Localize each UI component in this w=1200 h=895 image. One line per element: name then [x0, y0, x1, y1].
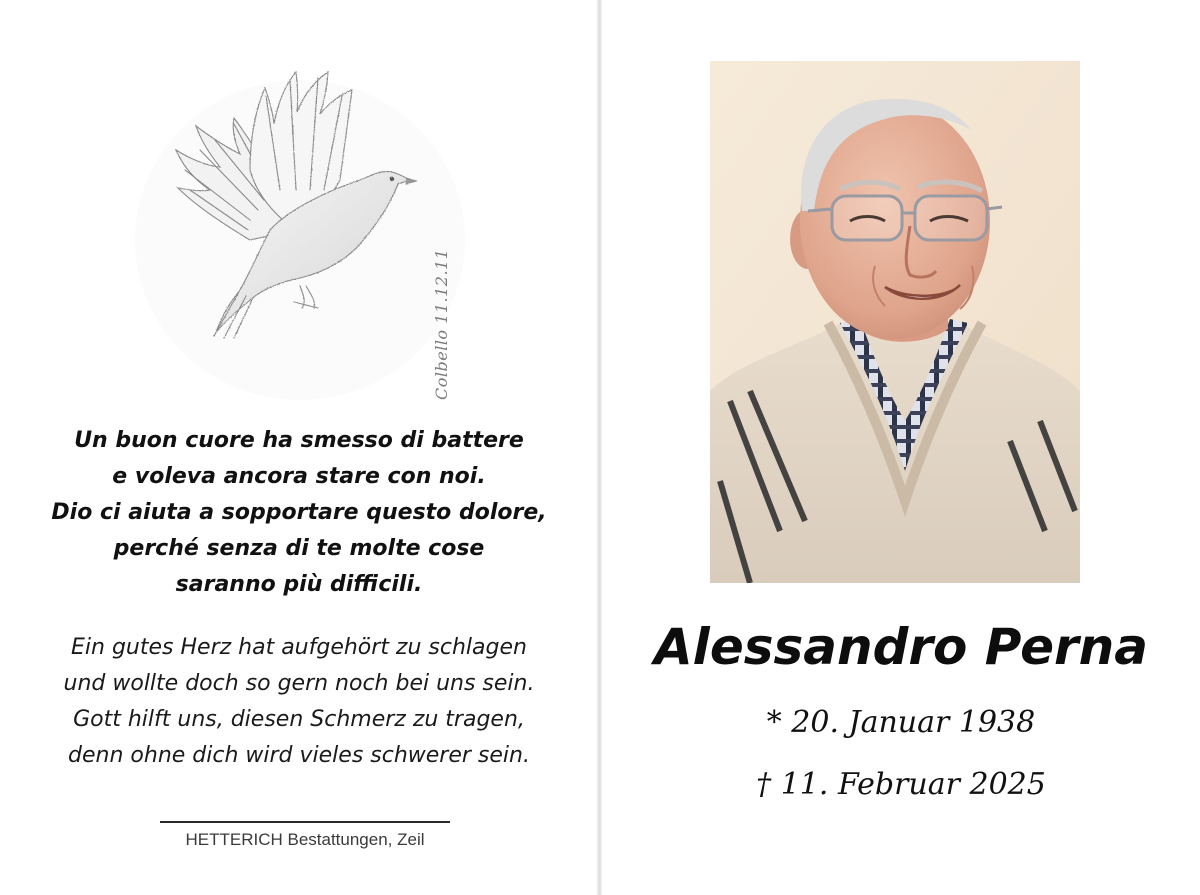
poem-de-line: und wollte doch so gern noch bei uns sein.: [63, 671, 535, 696]
signature-text: Colbello 11.12.11: [432, 248, 451, 400]
right-page: [602, 0, 1200, 895]
undertaker-credit: HETTERICH Bestattungen, Zeil: [185, 830, 425, 849]
poem-de-line: Gott hilft uns, diesen Schmerz zu tragen,: [73, 707, 525, 732]
poem-it-line: perché senza di te molte cose: [113, 536, 485, 561]
poem-italian: [0, 423, 598, 603]
poem-it-line: Dio ci aiuta a sopportare questo dolore,: [51, 500, 547, 525]
artist-signature: [432, 248, 472, 400]
portrait-photo: [710, 61, 1080, 583]
poem-it-line: e voleva ancora stare con noi.: [112, 464, 486, 489]
birth-date: * 20. Januar 1938: [766, 705, 1036, 740]
footer-divider: [160, 821, 450, 823]
deceased-name: Alessandro Perna: [653, 618, 1149, 676]
poem-german: [0, 630, 598, 774]
poem-it-line: Un buon cuore ha smesso di battere: [74, 428, 524, 453]
death-date: † 11. Februar 2025: [756, 767, 1046, 802]
left-page: [0, 0, 598, 895]
poem-de-line: denn ohne dich wird vieles schwerer sein.: [68, 743, 530, 768]
poem-it-line: saranno più difficili.: [175, 572, 423, 597]
poem-de-line: Ein gutes Herz hat aufgehört zu schlagen: [71, 635, 527, 660]
